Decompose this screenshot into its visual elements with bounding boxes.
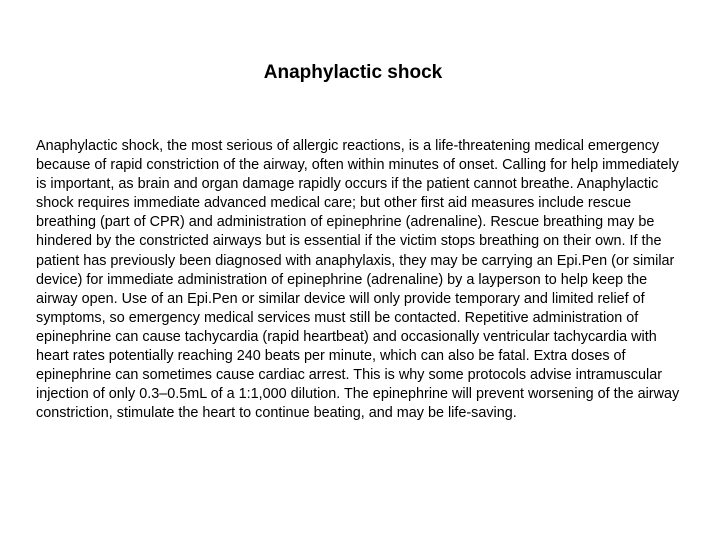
slide-title: Anaphylactic shock	[263, 62, 443, 83]
slide-body-text: Anaphylactic shock, the most serious of allergic reactions, is a life-threatening medical emergency because of rapid constriction of the airway, often within minutes of onset. Calling for help immediately is important, as brain and organ damage rapidly occurs if the patient cannot breathe. Anaphylactic shock requires immediate advanced medical care; but other first aid measures include rescue breathing (part of CPR) and administration of epinephrine (adrenaline). Rescue breathing may be hindered by the constricted airways but is essential if the victim stops breathing on their own. If the patient has previously been diagnosed with anaphylaxis, they may be carrying an Epi.Pen (or similar device) for immediate administration of epinephrine (adrenaline) by a layperson to help keep the airway open. Use of an Epi.Pen or similar device will only provide temporary and limited relief of symptoms, so emergency medical services must still be contacted. Repetitive administration of epinephrine can cause tachycardia (rapid heartbeat) and occasionally ventricular tachycardia with heart rates potentially reaching 240 beats per minute, which can also be fatal. Extra doses of epinephrine can sometimes cause cardiac arrest. This is why some protocols advise intramuscular injection of only 0.3–0.5mL of a 1:1,000 dilution. The epinephrine will prevent worsening of the airway constriction, stimulate the heart to continue beating, and may be life-saving.	[36, 138, 680, 422]
